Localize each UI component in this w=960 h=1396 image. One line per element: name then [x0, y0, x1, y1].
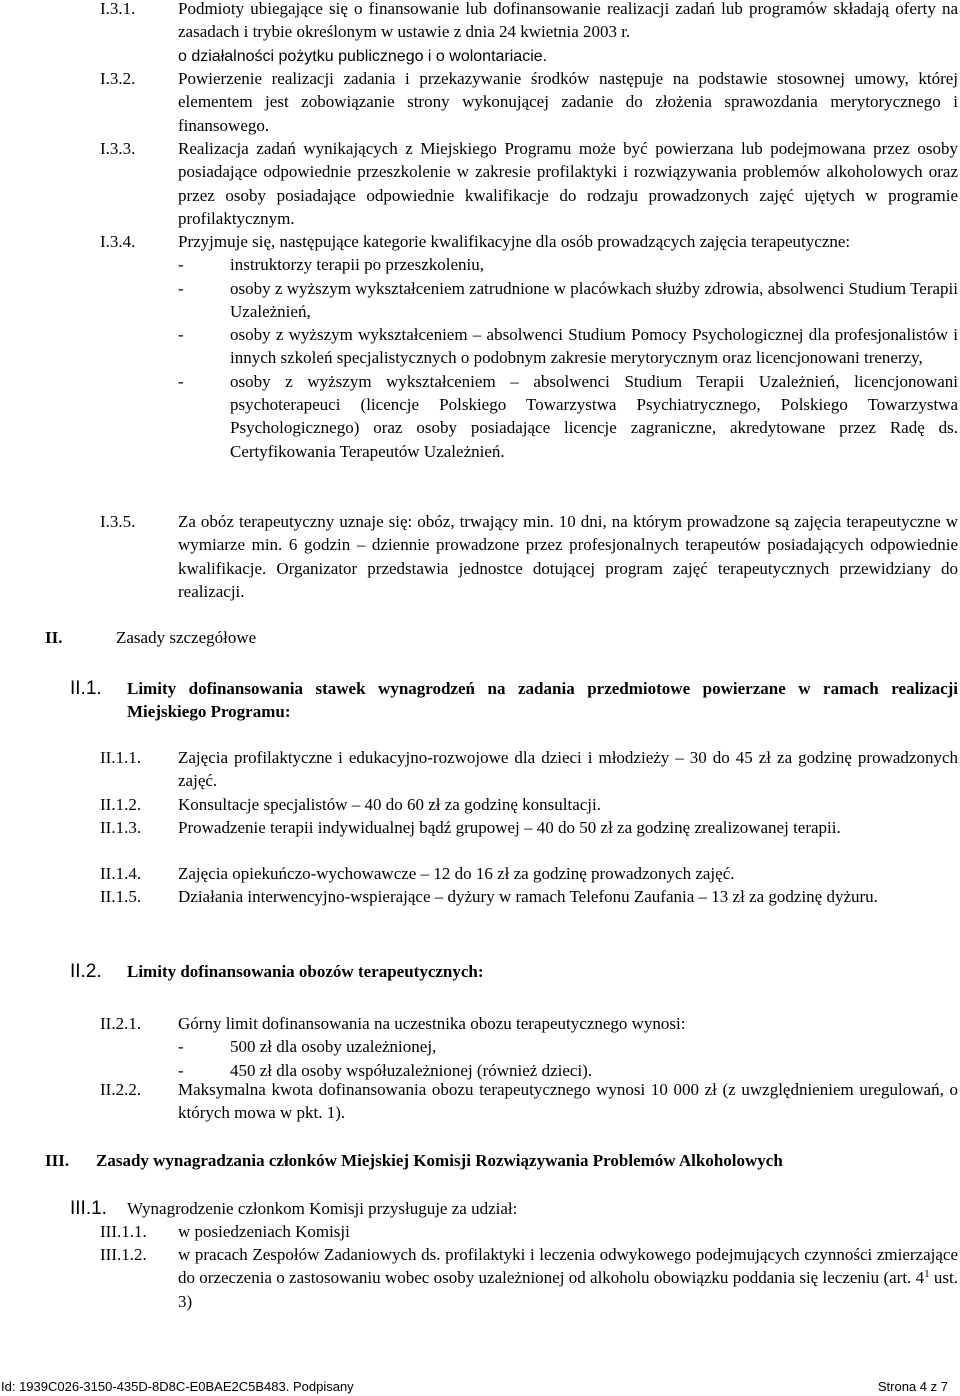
- document-id-footer: Id: 1939C026-3150-435D-8D8C-E0BAE2C5B483. Podpisany: [1, 1379, 354, 1394]
- paragraph-II-1-3: [100, 816, 958, 839]
- superscript: 1: [924, 1268, 930, 1281]
- subsection-number: II.2.: [70, 961, 102, 982]
- subsection-III-1: [70, 1197, 958, 1220]
- list-item: - 500 zł dla osoby uzależnionej,: [178, 1037, 437, 1057]
- paragraph-II-2-2: [100, 1078, 958, 1125]
- section-number: II.: [45, 628, 63, 647]
- paragraph-III-1-2: [100, 1243, 958, 1313]
- paragraph-text-tail: ust. 3): [178, 1268, 958, 1311]
- paragraph-text: Powierzenie realizacji zadania i przekazywanie środków następuje na podstawie stosownej umowy, której elementem jest zobowiązanie strony wykonującej zadanie do złożenia sprawozdania merytorycznego i finansowego.: [178, 69, 958, 135]
- paragraph-II-1-5: [100, 885, 958, 908]
- paragraph-II-1-1: [100, 746, 958, 793]
- list-item: - osoby z wyższym wykształceniem zatrudnione w placówkach służby zdrowia, absolwenci Studium Terapii Uzależnień,: [178, 278, 958, 321]
- paragraph-I-3-1: [100, 0, 958, 68]
- subsection-title: Limity dofinansowania obozów terapeutycznych:: [127, 962, 484, 981]
- paragraph-I-3-3: [100, 137, 958, 230]
- paragraph-number: II.1.4.: [100, 864, 142, 883]
- paragraph-text: Zajęcia profilaktyczne i edukacyjno-rozwojowe dla dzieci i młodzieży – 30 do 45 zł za godzinę prowadzonych zajęć.: [178, 748, 958, 791]
- paragraph-II-1-2: [100, 793, 958, 816]
- subsection-title: Wynagrodzenie członkom Komisji przysługuje za udział:: [127, 1199, 518, 1218]
- paragraph-II-2-1: [100, 1012, 958, 1082]
- subsection-title: Limity dofinansowania stawek wynagrodzeń na zadania przedmiotowe powierzane w ramach realizacji Miejskiego Programu:: [127, 679, 958, 722]
- page-number-footer: Strona 4 z 7: [877, 1379, 948, 1394]
- paragraph-I-3-4: [100, 230, 958, 463]
- subsection-number: III.1.: [70, 1198, 107, 1219]
- paragraph-number: III.1.1.: [100, 1222, 147, 1241]
- paragraph-number: II.1.3.: [100, 818, 142, 837]
- section-number: III.: [45, 1151, 70, 1170]
- paragraph-number: I.3.3.: [100, 139, 136, 158]
- paragraph-text: w posiedzeniach Komisji: [178, 1222, 350, 1241]
- paragraph-number: I.3.5.: [100, 512, 136, 531]
- paragraph-text: Konsultacje specjalistów – 40 do 60 zł za godzinę konsultacji.: [178, 795, 602, 814]
- list-item: - osoby z wyższym wykształceniem – absolwenci Studium Terapii Uzależnień, licencjonowani psychoterapeuci (licencje Polskiego Towarzystwa Psychiatrycznego, Polskiego Towarzystwa Psychologicznego) oraz osoby posiadające licencje zagraniczne, akredytowane przez Radę ds. Certyfikowania Terapeutów Uzależnień.: [178, 371, 958, 461]
- paragraph-I-3-2: [100, 67, 958, 137]
- paragraph-number: I.3.2.: [100, 69, 136, 88]
- paragraph-text: w pracach Zespołów Zadaniowych ds. profilaktyki i leczenia odwykowego podejmujących czynności zmierzające do orzeczenia o zastosowaniu wobec osoby uzależnionej od alkoholu obowiązku poddania się leczeniu (art. 4: [178, 1245, 958, 1288]
- paragraph-number: III.1.2.: [100, 1245, 147, 1264]
- paragraph-text: Podmioty ubiegające się o finansowanie lub dofinansowanie realizacji zadań lub programów składają oferty na zasadach i trybie określonym w ustawie z dnia 24 kwietnia 2003 r.: [178, 0, 958, 42]
- paragraph-number: II.2.1.: [100, 1014, 142, 1033]
- section-title: Zasady szczegółowe: [116, 628, 257, 647]
- paragraph-text: Realizacja zadań wynikających z Miejskiego Programu może być powierzana lub podejmowana przez osoby posiadające odpowiednie przeszkolenie w zakresie profilaktyki i rozwiązywania problemów alkoholowych oraz przez osoby posiadające odpowiednie kwalifikacje do rodzaju prowadzonych zajęć ujętych w programie profilaktycznym.: [178, 139, 958, 228]
- paragraph-text: Maksymalna kwota dofinansowania obozu terapeutycznego wynosi 10 000 zł (z uwzględnieniem uregulowań, o których mowa w pkt. 1).: [178, 1080, 958, 1123]
- paragraph-I-3-5: [100, 510, 958, 603]
- subsection-number: II.1.: [70, 678, 102, 699]
- paragraph-text: Prowadzenie terapii indywidualnej bądź grupowej – 40 do 50 zł za godzinę zrealizowanej terapii.: [178, 818, 841, 837]
- paragraph-number: II.1.5.: [100, 887, 142, 906]
- paragraph-number: I.3.1.: [100, 0, 136, 18]
- paragraph-text: Górny limit dofinansowania na uczestnika obozu terapeutycznego wynosi:: [178, 1014, 686, 1033]
- paragraph-text: Za obóz terapeutyczny uznaje się: obóz, trwający min. 10 dni, na którym prowadzone są zajęcia terapeutyczne w wymiarze min. 6 godzin – dziennie prowadzone przez profesjonalnych terapeutów posiadających odpowiednie kwalifikacje. Organizator przedstawia jednostce dotującej program zajęć terapeutycznych przewidziany do realizacji.: [178, 512, 958, 601]
- paragraph-III-1-1: [100, 1220, 958, 1243]
- section-title: Zasady wynagradzania członków Miejskiej Komisji Rozwiązywania Problemów Alkoholowych: [96, 1151, 783, 1170]
- subsection-II-2: [70, 960, 958, 983]
- paragraph-text-continuation: o działalności pożytku publicznego i o wolontariacie.: [178, 47, 548, 65]
- list-item: - osoby z wyższym wykształceniem – absolwenci Studium Pomocy Psychologicznej dla profesjonalistów i innych szkoleń specjalistycznych o podobnym zakresie merytorycznym oraz licencjonowani trenerzy,: [178, 325, 958, 368]
- subsection-II-1: [70, 677, 958, 724]
- paragraph-number: II.2.2.: [100, 1080, 142, 1099]
- paragraph-number: I.3.4.: [100, 232, 136, 251]
- paragraph-number: II.1.2.: [100, 795, 142, 814]
- paragraph-II-1-4: [100, 862, 958, 885]
- paragraph-text: Działania interwencyjno-wspierające – dyżury w ramach Telefonu Zaufania – 13 zł za godzinę dyżuru.: [178, 887, 878, 906]
- list-item: - instruktorzy terapii po przeszkoleniu,: [178, 255, 484, 275]
- paragraph-text: Przyjmuje się, następujące kategorie kwalifikacyjne dla osób prowadzących zajęcia terapeutyczne:: [178, 232, 851, 251]
- paragraph-number: II.1.1.: [100, 748, 142, 767]
- list-item: - 450 zł dla osoby współuzależnionej (również dzieci).: [178, 1060, 593, 1080]
- paragraph-text: Zajęcia opiekuńczo-wychowawcze – 12 do 16 zł za godzinę prowadzonych zajęć.: [178, 864, 735, 883]
